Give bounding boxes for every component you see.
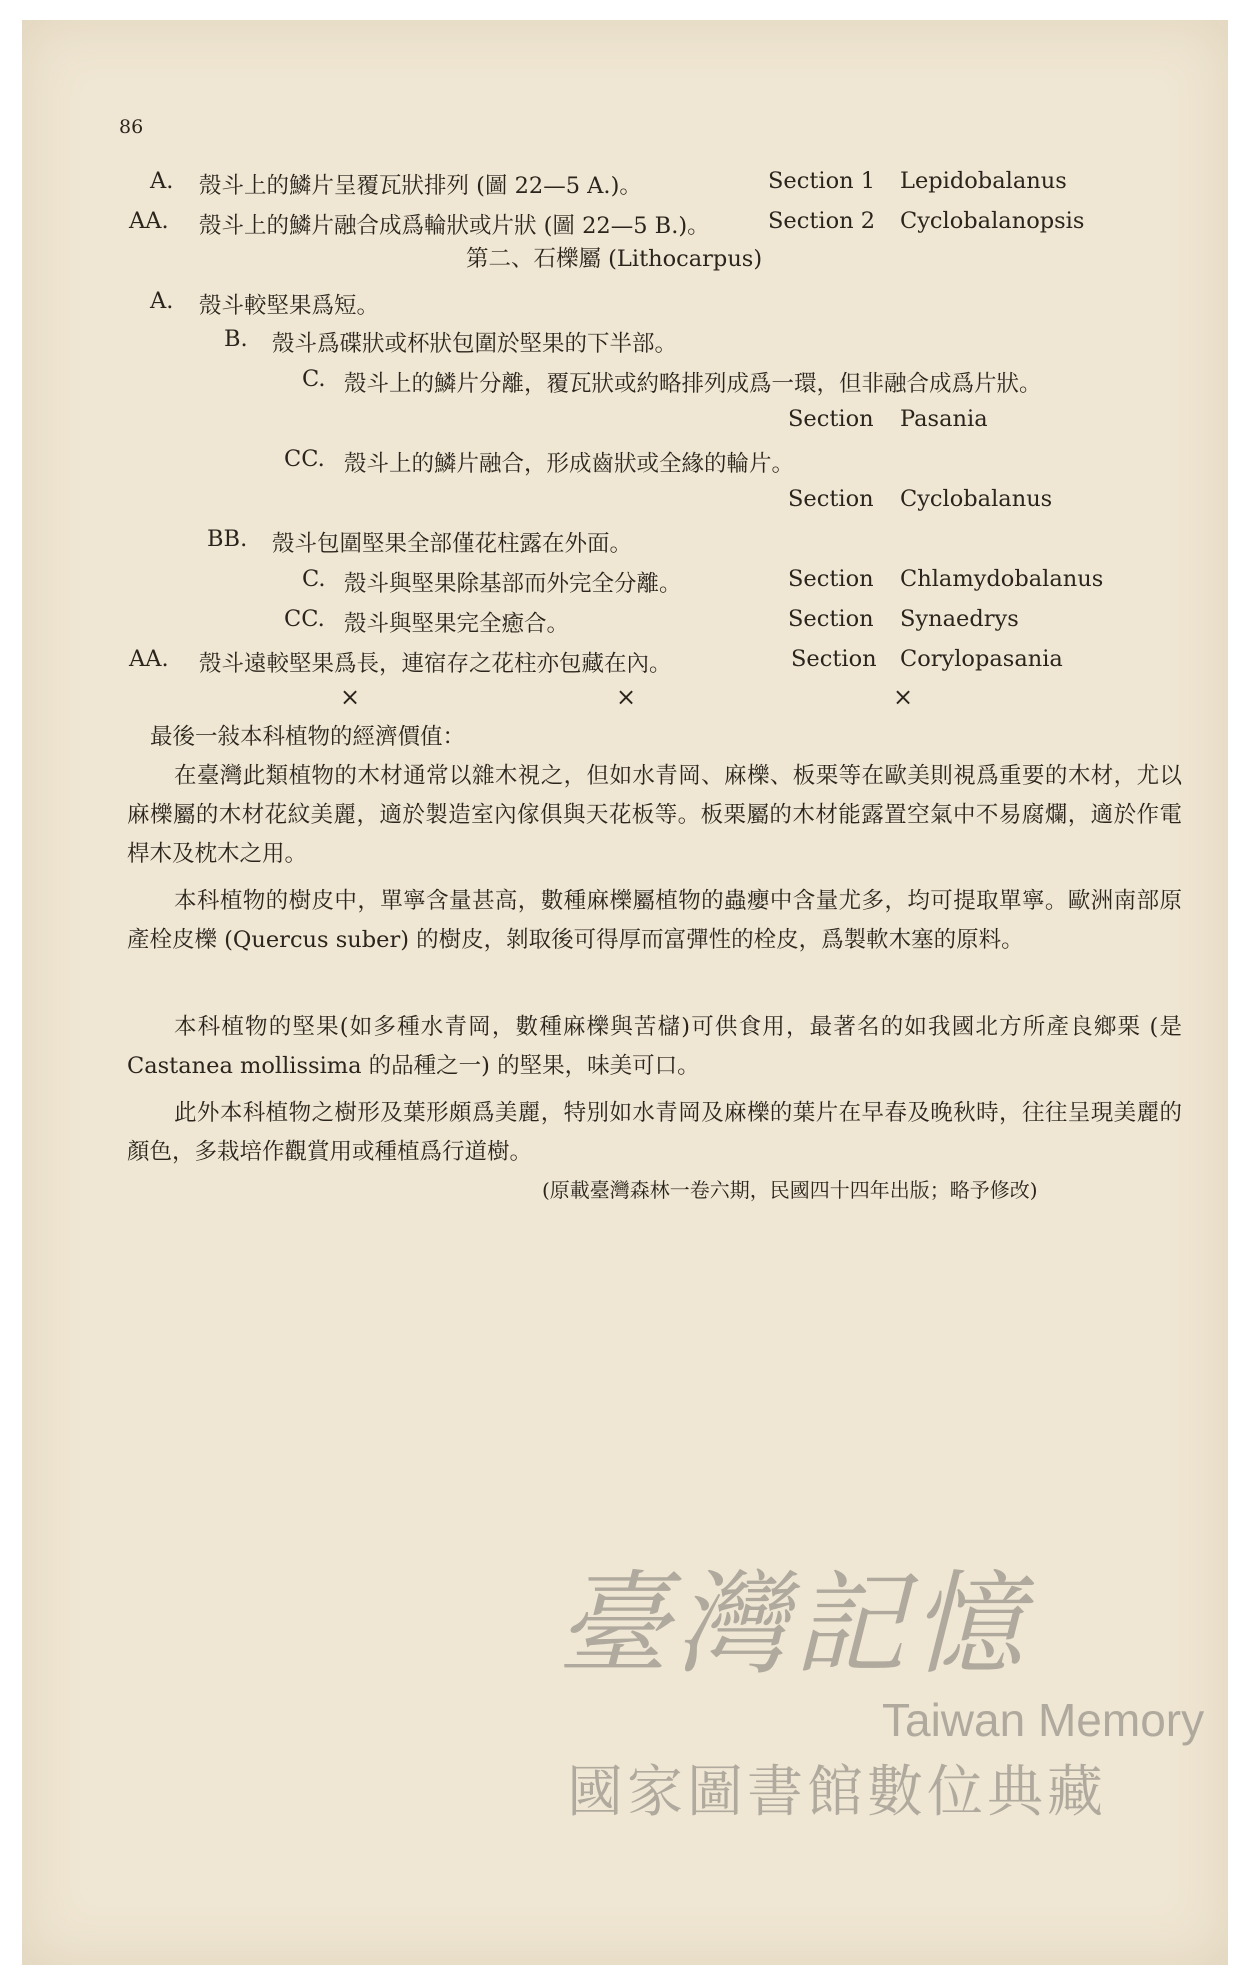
- page-number: 86: [119, 116, 144, 138]
- economic-value-intro: 最後一敍本科植物的經濟價值：: [150, 724, 466, 750]
- key-label: BB.: [207, 526, 248, 552]
- key-text: 殼斗上的鱗片融合成爲輪狀或片狀 (圖 22—5 B.)。: [199, 213, 710, 239]
- key-text: 殼斗上的鱗片分離，覆瓦狀或約略排列成爲一環，但非融合成爲片狀。: [344, 371, 1042, 397]
- section-label: Section: [788, 566, 874, 592]
- section-name: Corylopasania: [900, 646, 1063, 672]
- key-text: 殼斗上的鱗片融合，形成齒狀或全緣的輪片。: [344, 451, 795, 477]
- key-label: A.: [150, 288, 174, 314]
- key-label: C.: [302, 366, 326, 392]
- paragraph-tannin: 本科植物的樹皮中，單寧含量甚高，數種麻櫟屬植物的蟲癭中含量尤多，均可提取單寧。歐洲南部原產栓皮櫟 (Quercus suber) 的樹皮，剝取後可得厚而富彈性的栓皮，爲製軟木塞的原料。: [127, 888, 1182, 953]
- key-label: AA.: [129, 646, 169, 672]
- section-label: Section: [788, 606, 874, 632]
- paragraph-timber: 在臺灣此類植物的木材通常以雜木視之，但如水青岡、麻櫟、板栗等在歐美則視爲重要的木材，尤以麻櫟屬的木材花紋美麗，適於製造室內傢俱與天花板等。板栗屬的木材能露置空氣中不易腐爛，適於作電桿木及枕木之用。: [127, 763, 1182, 867]
- section-label: Section: [791, 646, 877, 672]
- section-name: Pasania: [900, 406, 988, 432]
- key-label: C.: [302, 566, 326, 592]
- section-label: Section 2: [768, 208, 876, 234]
- separator-cross: ×: [340, 683, 361, 711]
- section-label: Section: [788, 406, 874, 432]
- key-label: B.: [224, 326, 248, 352]
- section-name: Synaedrys: [900, 606, 1019, 632]
- source-note: (原載臺灣森林一卷六期，民國四十四年出版；略予修改): [542, 1178, 1038, 1202]
- key-label: AA.: [129, 208, 169, 234]
- section-label: Section: [788, 486, 874, 512]
- watermark-chinese: 國家圖書館數位典藏: [567, 1760, 1107, 1825]
- key-text: 殼斗爲碟狀或杯狀包圍於堅果的下半部。: [272, 331, 678, 357]
- section-name: Cyclobalanus: [900, 486, 1053, 512]
- watermark-logo-script: 臺灣記憶: [557, 1560, 1029, 1690]
- key-label: CC.: [284, 606, 325, 632]
- key-text: 殼斗與堅果完全癒合。: [344, 611, 570, 637]
- separator-cross: ×: [616, 683, 637, 711]
- key-text: 殼斗遠較堅果爲長，連宿存之花柱亦包藏在內。: [199, 651, 672, 677]
- section-name: Lepidobalanus: [900, 168, 1067, 194]
- key-label: A.: [150, 168, 174, 194]
- separator-cross: ×: [893, 683, 914, 711]
- watermark-english: Taiwan Memory: [882, 1694, 1205, 1746]
- key-text: 殼斗與堅果除基部而外完全分離。: [344, 571, 682, 597]
- paragraph-nuts: 本科植物的堅果(如多種水青岡，數種麻櫟與苦櫧)可供食用，最著名的如我國北方所產良鄉栗 (是 Castanea mollissima 的品種之一) 的堅果，味美可口。: [127, 1014, 1182, 1079]
- section-label: Section 1: [768, 168, 876, 194]
- section-name: Cyclobalanopsis: [900, 208, 1085, 234]
- key-text: 殼斗較堅果爲短。: [199, 293, 380, 319]
- key-label: CC.: [284, 446, 325, 472]
- key-text: 殼斗上的鱗片呈覆瓦狀排列 (圖 22—5 A.)。: [199, 173, 642, 199]
- paragraph-ornamental: 此外本科植物之樹形及葉形頗爲美麗，特別如水青岡及麻櫟的葉片在早春及晚秋時，往往呈現美麗的顏色，多栽培作觀賞用或種植爲行道樹。: [127, 1100, 1182, 1165]
- scanned-page: [22, 20, 1228, 1965]
- section-name: Chlamydobalanus: [900, 566, 1104, 592]
- key-text: 殼斗包圍堅果全部僅花柱露在外面。: [272, 531, 633, 557]
- genus-heading: 第二、石櫟屬 (Lithocarpus): [466, 246, 763, 272]
